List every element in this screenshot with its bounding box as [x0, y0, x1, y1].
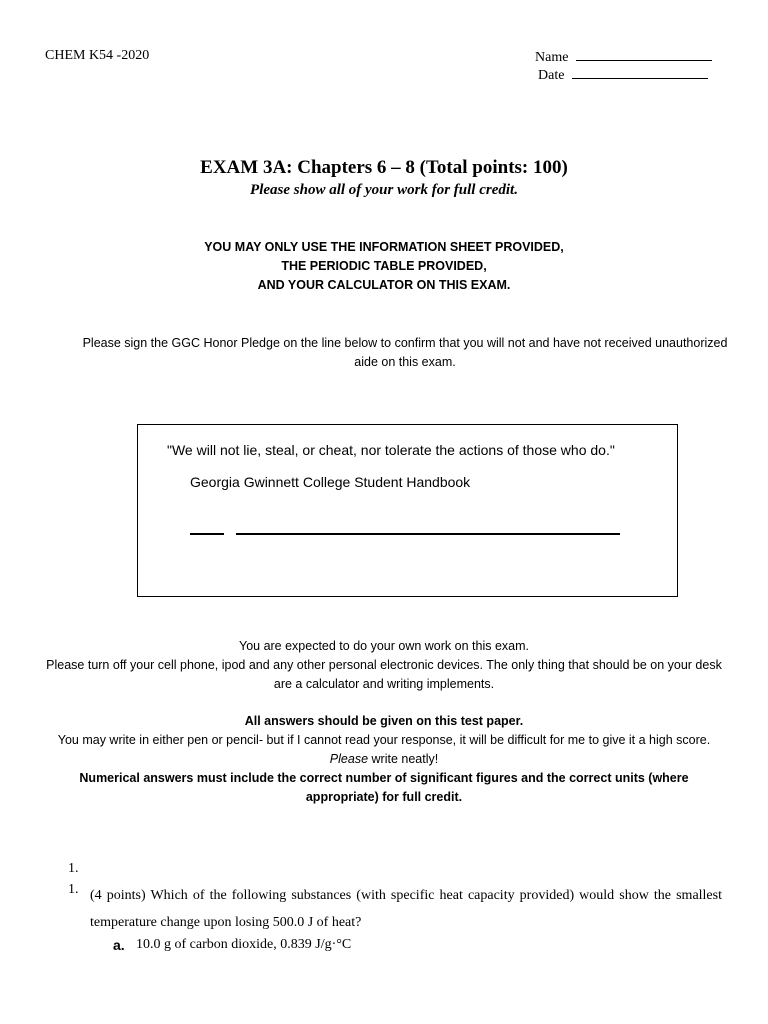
question-1-choice-a-letter: a. — [113, 937, 125, 953]
signature-line[interactable] — [236, 533, 620, 535]
signature-line-short[interactable] — [190, 533, 224, 535]
pen-pencil-end: write neatly! — [368, 752, 439, 766]
date-label: Date — [538, 68, 565, 83]
date-field-row — [538, 66, 708, 84]
question-1-choice-a-text: 10.0 g of carbon dioxide, 0.839 J/g·°C — [136, 937, 352, 952]
rule-line-3: AND YOUR CALCULATOR ON THIS EXAM. — [257, 278, 511, 292]
name-blank-line[interactable] — [576, 48, 712, 61]
date-blank-line[interactable] — [572, 66, 708, 79]
answers-block — [44, 712, 724, 807]
pen-pencil-line — [44, 731, 724, 769]
pledge-instruction: Please sign the GGC Honor Pledge on the line below to confirm that you will not and have not received unauthorized aide on this exam. — [82, 336, 728, 369]
question-1-number: 1. — [68, 882, 79, 897]
course-code: CHEM K54 -2020 — [45, 48, 150, 63]
name-field-row — [535, 48, 712, 66]
rule-line-1: YOU MAY ONLY USE THE INFORMATION SHEET PROVIDED, — [204, 240, 564, 254]
sig-figs-line: Numerical answers must include the correct number of significant figures and the correct units (where appropriate) for full credit. — [79, 771, 689, 804]
empty-question-number: 1. — [68, 861, 79, 876]
pen-pencil-text: You may write in either pen or pencil- but if I cannot read your response, it will be difficult for me to give it a high score. — [57, 733, 711, 747]
pledge-source: Georgia Gwinnett College Student Handbook — [190, 474, 471, 490]
expectation-line-2: Please turn off your cell phone, ipod and any other personal electronic devices. The only thing that should be on your desk are a calculator and writing implements. — [46, 658, 722, 691]
rule-line-2: THE PERIODIC TABLE PROVIDED, — [281, 259, 487, 273]
name-label: Name — [535, 50, 569, 65]
pen-pencil-italic: Please — [329, 752, 369, 766]
exam-subtitle: Please show all of your work for full credit. — [250, 182, 518, 198]
question-1-text: (4 points) Which of the following substances (with specific heat capacity provided) would show the smallest temperature change upon losing 500.0 J of heat? — [90, 888, 722, 930]
expectations-block — [44, 637, 724, 694]
expectation-line-1: You are expected to do your own work on this exam. — [239, 639, 529, 653]
pledge-quote: "We will not lie, steal, or cheat, nor tolerate the actions of those who do." — [167, 442, 615, 458]
exam-title: EXAM 3A: Chapters 6 – 8 (Total points: 100) — [200, 157, 568, 178]
answers-on-paper-line: All answers should be given on this test paper. — [244, 714, 524, 728]
